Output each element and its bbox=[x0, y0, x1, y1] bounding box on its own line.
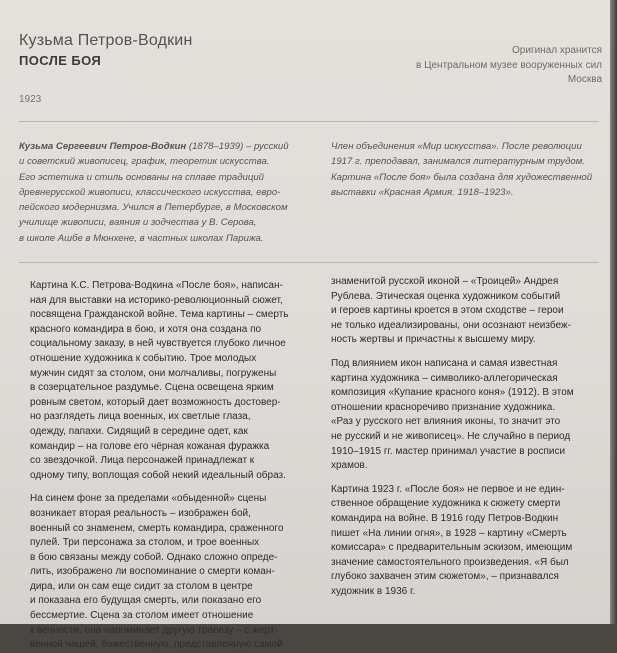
body-paragraph: Картина К.С. Петрова-Водкина «После боя», написан- ная для выставки на историко-революционный сюжет, посвящена Гражданской войне. Тема картины – смерть красного командира в бою, и хотя она создана по социальному заказу, в ней чувствуется глубоко личное отношение художника к событию. Трое молодых мужчин сидят за столом, они молчаливы, погружены в созерцательное раздумье. Сцена освещена ярким ровным светом, который дает возможность достовер- но разглядеть лица военных, их светлые глаза, одежду, папахи. Сидящий в середине одет, как командир – на голове его чёрная кожаная фуражка со звездочкой. Лица персонажей принадлежат к одному типу, воплощая собой некий идеальный образ. bbox=[30, 280, 289, 481]
bio-line: в школе Ашбе в Мюнхене, в частных школах Парижа. bbox=[19, 232, 264, 244]
divider-top bbox=[19, 121, 599, 122]
bio-line: Член объединения «Мир искусства». После революции bbox=[331, 141, 582, 152]
bio-line: Кузьма Сергеевич Петров-Водкин (1878–1939) – русский bbox=[19, 141, 289, 152]
location-line: в Центральном музее вооруженных сил bbox=[416, 59, 602, 71]
bio-line: выставки «Красная Армия. 1918–1923». bbox=[331, 186, 514, 198]
body-paragraph: знаменитой русской иконой – «Троицей» Андрея Рублева. Этическая оценка художником событий и героев картины кроется в этом сходстве – герои не только идеализированы, они осознают неизбеж- ность жертвы и причастны к высшему миру. bbox=[331, 276, 571, 346]
body-paragraph: На синем фоне за пределами «обыденной» сцены возникает вторая реальность – изображен бой, военный со знаменем, смерть командира, сраженного пулей. Три персонажа за столом, и трое военных в бою связаны между собой. Однако сложно опреде- лить, изображено ли воспоминание о смерти коман- дира, или он сам еще сидит за столом в центре и показана его будущая смерть, или показано его бессмертие. Сцена за столом имеет отношение к вечности, она напоминает другую трапезу – с жерт- венной чашей, божественную, представленную самой bbox=[30, 493, 284, 651]
location-line: Москва bbox=[567, 74, 602, 85]
wall-edge-shadow bbox=[610, 0, 617, 624]
bio-line: Его эстетика и стиль основаны на сплаве традиций bbox=[19, 171, 264, 183]
bio-left-column bbox=[19, 139, 319, 246]
original-location bbox=[372, 44, 602, 88]
body-paragraph: Картина 1923 г. «После боя» не первое и не един- ственное обращение художника к сюжету смерти командира на войне. В 1916 году Петров-Водкин пишет «На линии огня», в 1928 – картину «Смерть комиссара» с предварительным эскизом, имеющим значение самостоятельного произведения. «Я был глубоко захвачен этим сюжетом», – признавался художник в 1936 г. bbox=[331, 483, 573, 597]
artist-name: Кузьма Петров-Водкин bbox=[19, 32, 193, 49]
body-left-column bbox=[30, 279, 330, 653]
artwork-year: 1923 bbox=[19, 94, 42, 105]
body-paragraph: Под влиянием икон написана и самая известная картина художника – символико-аллегорическая композиция «Купание красного коня» (1912). В этом отношении красноречиво признание художника. «Раз у русского нет влияния иконы, то значит это не русский и не живописец». Не случайно в период 1910–1915 гг. мастер принимал участие в росписи храмов. bbox=[331, 357, 574, 472]
bio-line: и советский живописец, график, теоретик искусства. bbox=[19, 156, 270, 168]
body-right-column bbox=[331, 275, 601, 599]
bio-line: пейского модернизма. Учился в Петербурге, в Московском bbox=[19, 202, 288, 214]
bio-line: 1917 г. преподавал, занимался литературным трудом. bbox=[331, 156, 585, 168]
location-line: Оригинал хранится bbox=[512, 45, 602, 56]
bio-name: Кузьма Сергеевич Петров-Водкин bbox=[19, 141, 187, 152]
bio-line: Картина «После боя» была создана для художественной bbox=[331, 171, 593, 183]
bio-line: древнерусской живописи, классического искусства, евро- bbox=[19, 186, 281, 198]
artwork-title: ПОСЛЕ БОЯ bbox=[19, 53, 102, 68]
divider-middle bbox=[19, 262, 599, 263]
bio-right-column bbox=[331, 139, 601, 200]
bio-line: училище живописи, ваяния и зодчества у В. Серова, bbox=[19, 217, 257, 229]
